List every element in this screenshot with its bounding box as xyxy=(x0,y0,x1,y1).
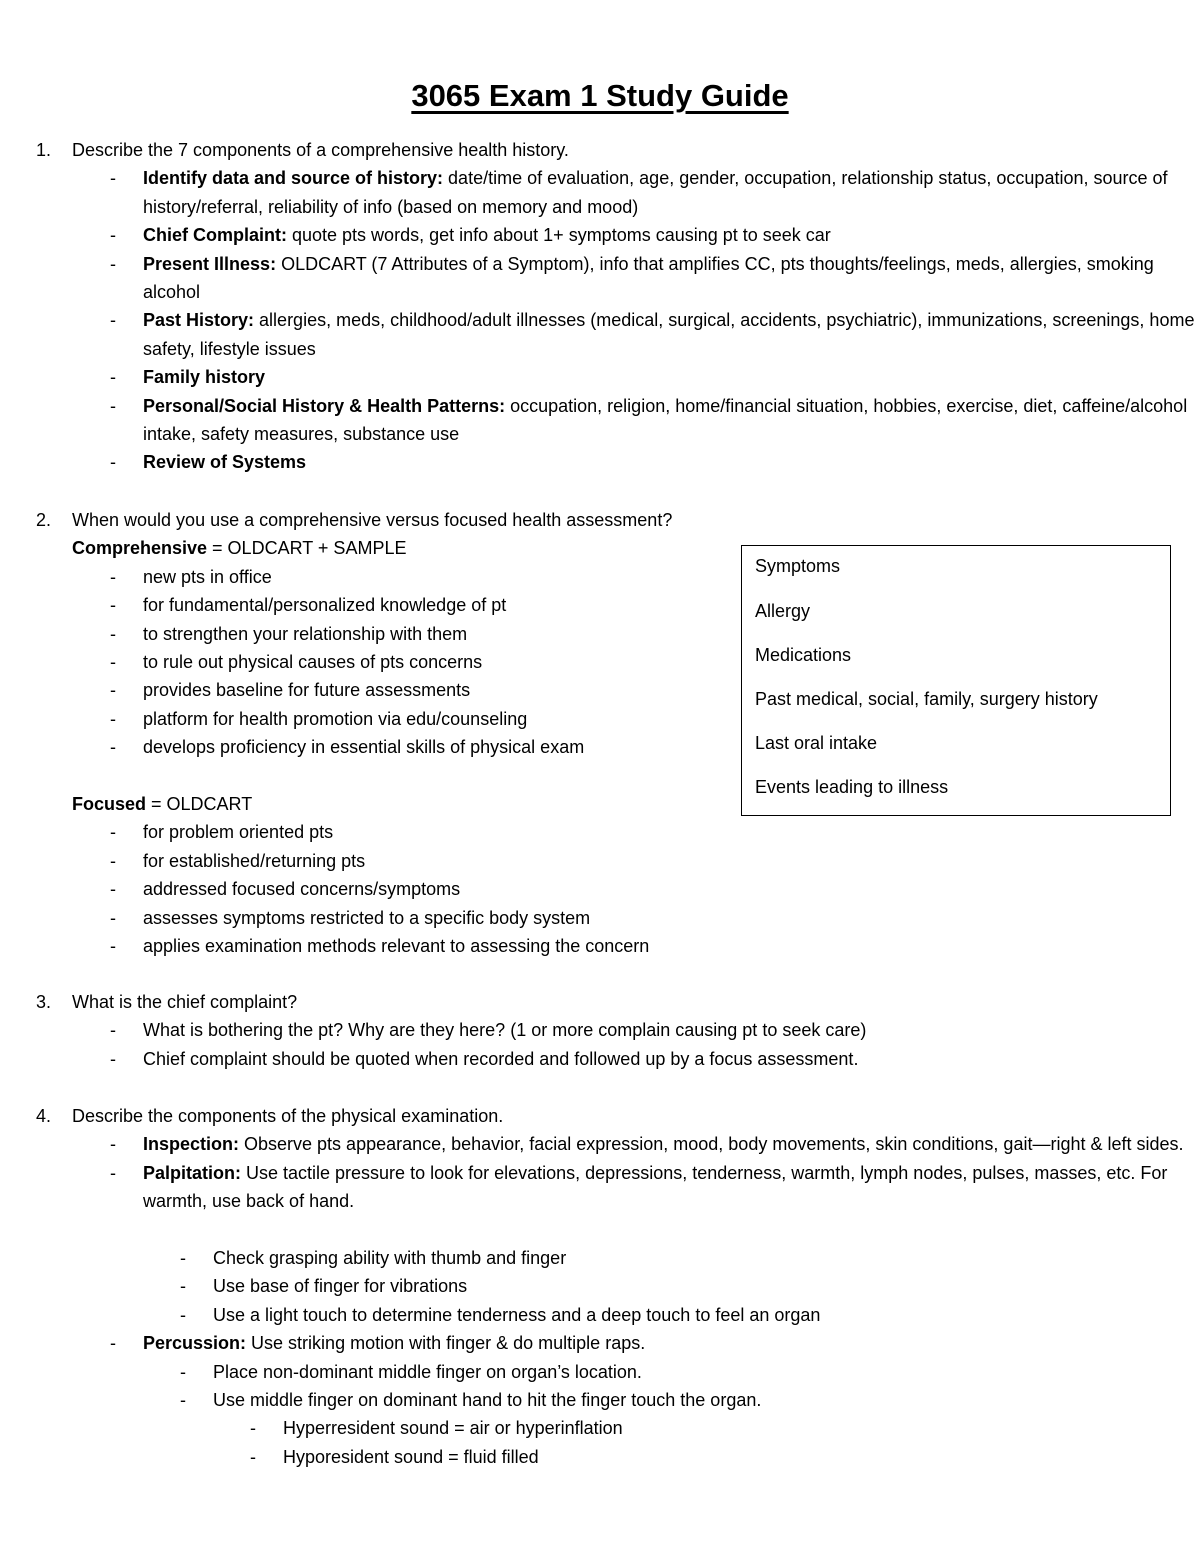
sample-item: Symptoms xyxy=(755,556,841,576)
list-item: - to strengthen your relationship with them xyxy=(72,620,1197,648)
list-item: - Chief Complaint: quote pts words, get info about 1+ symptoms causing pt to seek car xyxy=(72,221,1197,249)
list-item: - assesses symptoms restricted to a specific body system xyxy=(72,904,1197,932)
list-item: - addressed focused concerns/symptoms xyxy=(72,875,1197,903)
percussion-list xyxy=(72,1329,1197,1357)
sample-item: Allergy xyxy=(755,601,811,621)
list-item: - new pts in office xyxy=(72,563,1197,591)
list-item: - applies examination methods relevant to assessing the concern xyxy=(72,932,1197,960)
list-item: - Use base of finger for vibrations xyxy=(142,1272,1142,1300)
sample-item: Events leading to illness xyxy=(755,777,949,797)
list-item: - Past History: allergies, meds, childhood/adult illnesses (medical, surgical, accidents, psychiatric), immunizations, screenings, home safety, lifestyle issues xyxy=(72,306,1197,363)
question-number: 4. xyxy=(36,1106,52,1126)
list-item: - provides baseline for future assessments xyxy=(72,676,1197,704)
question-number: 3. xyxy=(36,992,52,1012)
list-item: - to rule out physical causes of pts concerns xyxy=(72,648,1197,676)
list-item: - for fundamental/personalized knowledge of pt xyxy=(72,591,1197,619)
list-item: - Use middle finger on dominant hand to hit the finger touch the organ. xyxy=(142,1386,1142,1414)
palpation-sublist xyxy=(142,1244,1142,1329)
question-text: When would you use a comprehensive versus focused health assessment? xyxy=(72,510,673,530)
sample-item: Medications xyxy=(755,645,852,665)
question-text: Describe the components of the physical examination. xyxy=(72,1106,504,1126)
list-item: - Personal/Social History & Health Patterns: occupation, religion, home/financial situation, hobbies, exercise, diet, caffeine/alcohol intake, safety measures, substance use xyxy=(72,392,1197,449)
focused-list xyxy=(72,818,1197,960)
sample-box xyxy=(741,545,1171,816)
list-item: - Chief complaint should be quoted when recorded and followed up by a focus assessment. xyxy=(72,1045,1197,1073)
page-title: 3065 Exam 1 Study Guide xyxy=(411,78,789,113)
list-item: - Inspection: Observe pts appearance, behavior, facial expression, mood, body movements, skin conditions, gait—right & left sides. xyxy=(72,1130,1197,1158)
list-item: - for established/returning pts xyxy=(72,847,1197,875)
comprehensive-heading: Comprehensive = OLDCART + SAMPLE xyxy=(72,538,407,559)
focused-heading: Focused = OLDCART xyxy=(72,794,253,814)
chief-complaint-list xyxy=(72,1016,1197,1073)
list-item: - Hyporesident sound = fluid filled xyxy=(212,1443,1112,1471)
list-item: - Palpitation: Use tactile pressure to look for elevations, depressions, tenderness, warmth, lymph nodes, pulses, masses, etc. For warmth, use back of hand. xyxy=(72,1159,1197,1216)
list-item: - What is bothering the pt? Why are they here? (1 or more complain causing pt to seek care) xyxy=(72,1016,1197,1044)
list-item: - Check grasping ability with thumb and finger xyxy=(142,1244,1142,1272)
percussion-sublist xyxy=(142,1358,1142,1415)
health-history-components-list xyxy=(72,164,1197,476)
sample-item: Last oral intake xyxy=(755,733,878,753)
list-item: - for problem oriented pts xyxy=(72,818,1197,846)
question-number: 1. xyxy=(36,140,52,160)
list-item: - Present Illness: OLDCART (7 Attributes of a Symptom), info that amplifies CC, pts thoughts/feelings, meds, allergies, smoking alcohol xyxy=(72,250,1197,307)
list-item: - develops proficiency in essential skills of physical exam xyxy=(72,733,1197,761)
question-number: 2. xyxy=(36,510,52,530)
list-item: - platform for health promotion via edu/counseling xyxy=(72,705,1197,733)
sample-item: Past medical, social, family, surgery history xyxy=(755,689,1098,709)
list-item: - Percussion: Use striking motion with finger & do multiple raps. xyxy=(72,1329,1197,1357)
question-text: What is the chief complaint? xyxy=(72,992,298,1012)
list-item: - Place non-dominant middle finger on organ’s location. xyxy=(142,1358,1142,1386)
sound-sublist xyxy=(212,1414,1112,1471)
inspection-palpation-list xyxy=(72,1130,1197,1215)
list-item: - Use a light touch to determine tenderness and a deep touch to feel an organ xyxy=(142,1301,1142,1329)
list-item: - Hyperresident sound = air or hyperinflation xyxy=(212,1414,1112,1442)
list-item: - Identify data and source of history: date/time of evaluation, age, gender, occupation, relationship status, occupation, source of history/referral, reliability of info (based on memory and mood) xyxy=(72,164,1197,221)
list-item: - Family history xyxy=(72,363,1197,391)
list-item: - Review of Systems xyxy=(72,448,1197,476)
question-text: Describe the 7 components of a comprehensive health history. xyxy=(72,140,569,160)
